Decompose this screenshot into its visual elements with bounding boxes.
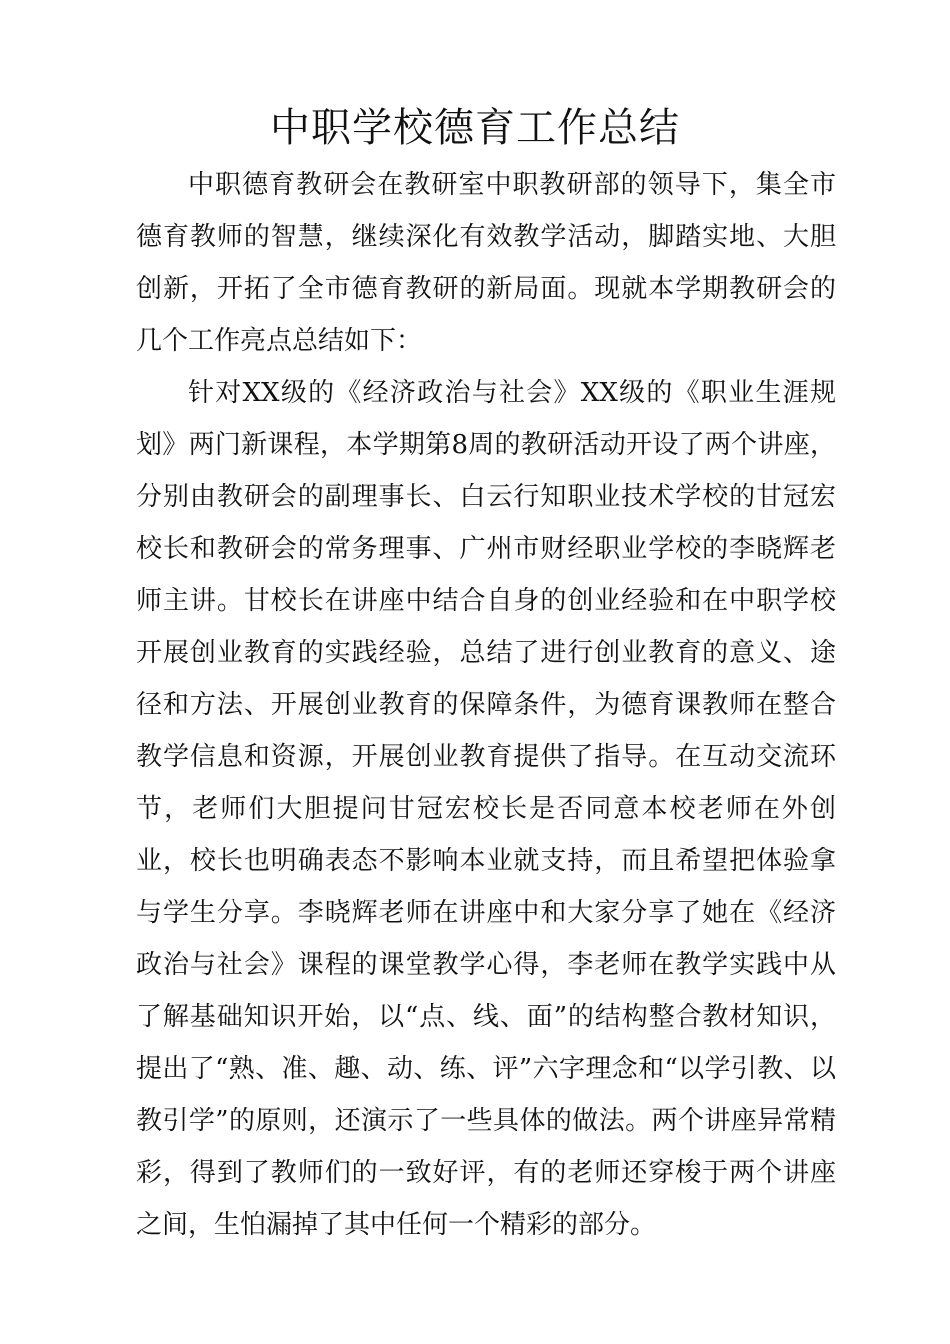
paragraph-intro: 中职德育教研会在教研室中职教研部的领导下，集全市德育教师的智慧，继续深化有效教学活动，脚踏实地、大胆创新，开拓了全市德育教研的新局面。现就本学期教研会的几个工作亮点总结如下： [136, 170, 836, 356]
document-body [136, 159, 836, 1251]
document-title: 中职学校德育工作总结 [270, 105, 680, 151]
paragraph-lectures: 针对XX级的《经济政治与社会》XX级的《职业生涯规划》两门新课程，本学期第8周的教研活动开设了两个讲座，分别由教研会的副理事长、白云行知职业技术学校的甘冠宏校长和教研会的常务理事、广州市财经职业学校的李晓辉老师主讲。甘校长在讲座中结合自身的创业经验和在中职学校开展创业教育的实践经验，总结了进行创业教育的意义、途径和方法、开展创业教育的保障条件，为德育课教师在整合教学信息和资源，开展创业教育提供了指导。在互动交流环节，老师们大胆提问甘冠宏校长是否同意本校老师在外创业，校长也明确表态不影响本业就支持，而且希望把体验拿与学生分享。李晓辉老师在讲座中和大家分享了她在《经济政治与社会》课程的课堂教学心得，李老师在教学实践中从了解基础知识开始，以“点、线、面”的结构整合教材知识，提出了“熟、准、趣、动、练、评”六字理念和“以学引教、以教引学”的原则，还演示了一些具体的做法。两个讲座异常精彩，得到了教师们的一致好评，有的老师还穿梭于两个讲座之间，生怕漏掉了其中任何一个精彩的部分。 [136, 378, 836, 1240]
